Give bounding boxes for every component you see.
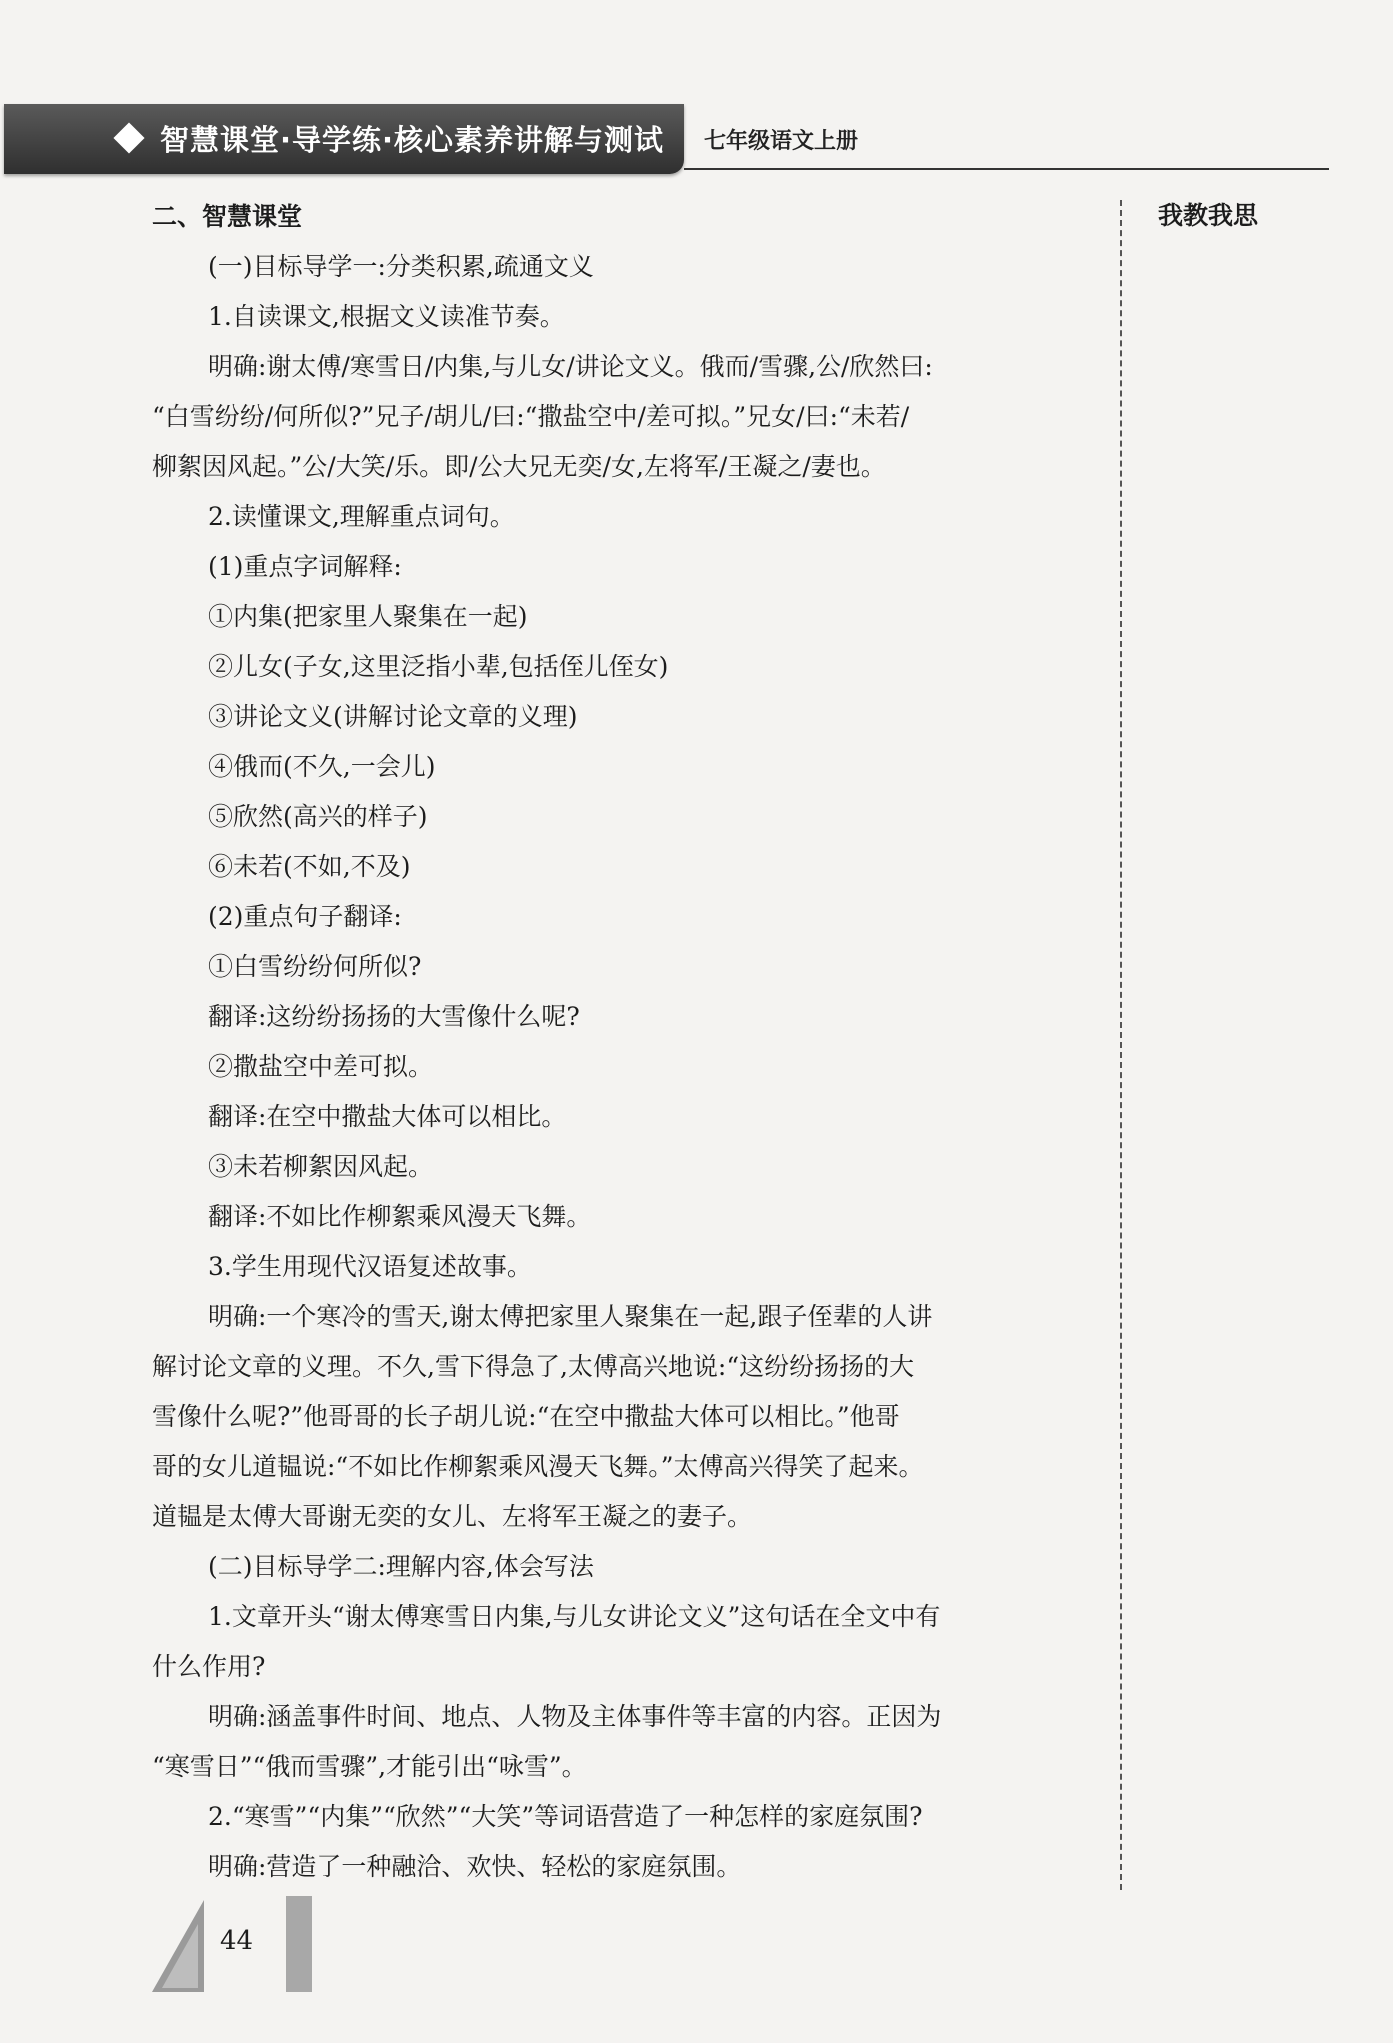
text-line: 明确:涵盖事件时间、地点、人物及主体事件等丰富的内容。正因为 xyxy=(208,1702,942,1731)
book-title: 七年级语文上册 xyxy=(704,129,859,154)
text-line: ④俄而(不久,一会儿) xyxy=(208,752,436,781)
text-line: 柳絮因风起。”公/大笑/乐。即/公大兄无奕/女,左将军/王凝之/妻也。 xyxy=(152,452,886,481)
text-line: “寒雪日”“俄而雪骤”,才能引出“咏雪”。 xyxy=(152,1752,587,1781)
text-line: 翻译:在空中撒盐大体可以相比。 xyxy=(208,1102,567,1131)
header-rule xyxy=(684,168,1329,170)
text-line: 明确:营造了一种融洽、欢快、轻松的家庭氛围。 xyxy=(208,1852,742,1881)
footer-triangle-inner xyxy=(162,1924,198,1988)
text-line: 1.文章开头“谢太傅寒雪日内集,与儿女讲论文义”这句话在全文中有 xyxy=(208,1602,941,1631)
header-title: 智慧课堂·导学练·核心素养讲解与测试 xyxy=(160,123,665,157)
text-line: 翻译:不如比作柳絮乘风漫天飞舞。 xyxy=(208,1202,592,1231)
text-line: ③未若柳絮因风起。 xyxy=(208,1152,434,1181)
text-line: 1.自读课文,根据文义读准节奏。 xyxy=(208,302,565,331)
text-line: 明确:谢太傅/寒雪日/内集,与儿女/讲论文义。俄而/雪骤,公/欣然曰: xyxy=(208,352,933,381)
page-number: 44 xyxy=(220,1926,254,1956)
text-line: 2.“寒雪”“内集”“欣然”“大笑”等词语营造了一种怎样的家庭氛围? xyxy=(208,1802,923,1831)
text-line: ⑤欣然(高兴的样子) xyxy=(208,802,428,831)
text-line: (一)目标导学一:分类积累,疏通文义 xyxy=(208,252,594,281)
text-line: 2.读懂课文,理解重点词句。 xyxy=(208,502,515,531)
text-line: ②儿女(子女,这里泛指小辈,包括侄儿侄女) xyxy=(208,652,669,681)
main-text xyxy=(152,192,1112,1892)
text-line: 明确:一个寒冷的雪天,谢太傅把家里人聚集在一起,跟子侄辈的人讲 xyxy=(208,1302,933,1331)
text-line: “白雪纷纷/何所似?”兄子/胡儿/曰:“撒盐空中/差可拟。”兄女/曰:“未若/ xyxy=(152,402,910,431)
text-line: 3.学生用现代汉语复述故事。 xyxy=(208,1252,532,1281)
text-line: (二)目标导学二:理解内容,体会写法 xyxy=(208,1552,594,1581)
text-line: 哥的女儿道韫说:“不如比作柳絮乘风漫天飞舞。”太傅高兴得笑了起来。 xyxy=(152,1452,924,1481)
text-line: (1)重点字词解释: xyxy=(208,552,402,581)
text-line: 雪像什么呢?”他哥哥的长子胡儿说:“在空中撒盐大体可以相比。”他哥 xyxy=(152,1402,900,1431)
text-line: 什么作用? xyxy=(152,1652,266,1681)
text-line: 道韫是太傅大哥谢无奕的女儿、左将军王凝之的妻子。 xyxy=(152,1502,753,1531)
margin-title: 我教我思 xyxy=(1158,201,1259,230)
section-heading: 二、智慧课堂 xyxy=(152,202,303,231)
text-line: 解讨论文章的义理。不久,雪下得急了,太傅高兴地说:“这纷纷扬扬的大 xyxy=(152,1352,915,1381)
margin-divider xyxy=(1120,200,1122,1890)
text-line: 翻译:这纷纷扬扬的大雪像什么呢? xyxy=(208,1002,580,1031)
text-line: ①内集(把家里人聚集在一起) xyxy=(208,602,528,631)
text-line: ②撒盐空中差可拟。 xyxy=(208,1052,434,1081)
text-line: (2)重点句子翻译: xyxy=(208,902,402,931)
text-line: ③讲论文义(讲解讨论文章的义理) xyxy=(208,702,578,731)
text-line: ⑥未若(不如,不及) xyxy=(208,852,411,881)
text-line: ①白雪纷纷何所似? xyxy=(208,952,422,981)
footer-block xyxy=(286,1896,312,1992)
